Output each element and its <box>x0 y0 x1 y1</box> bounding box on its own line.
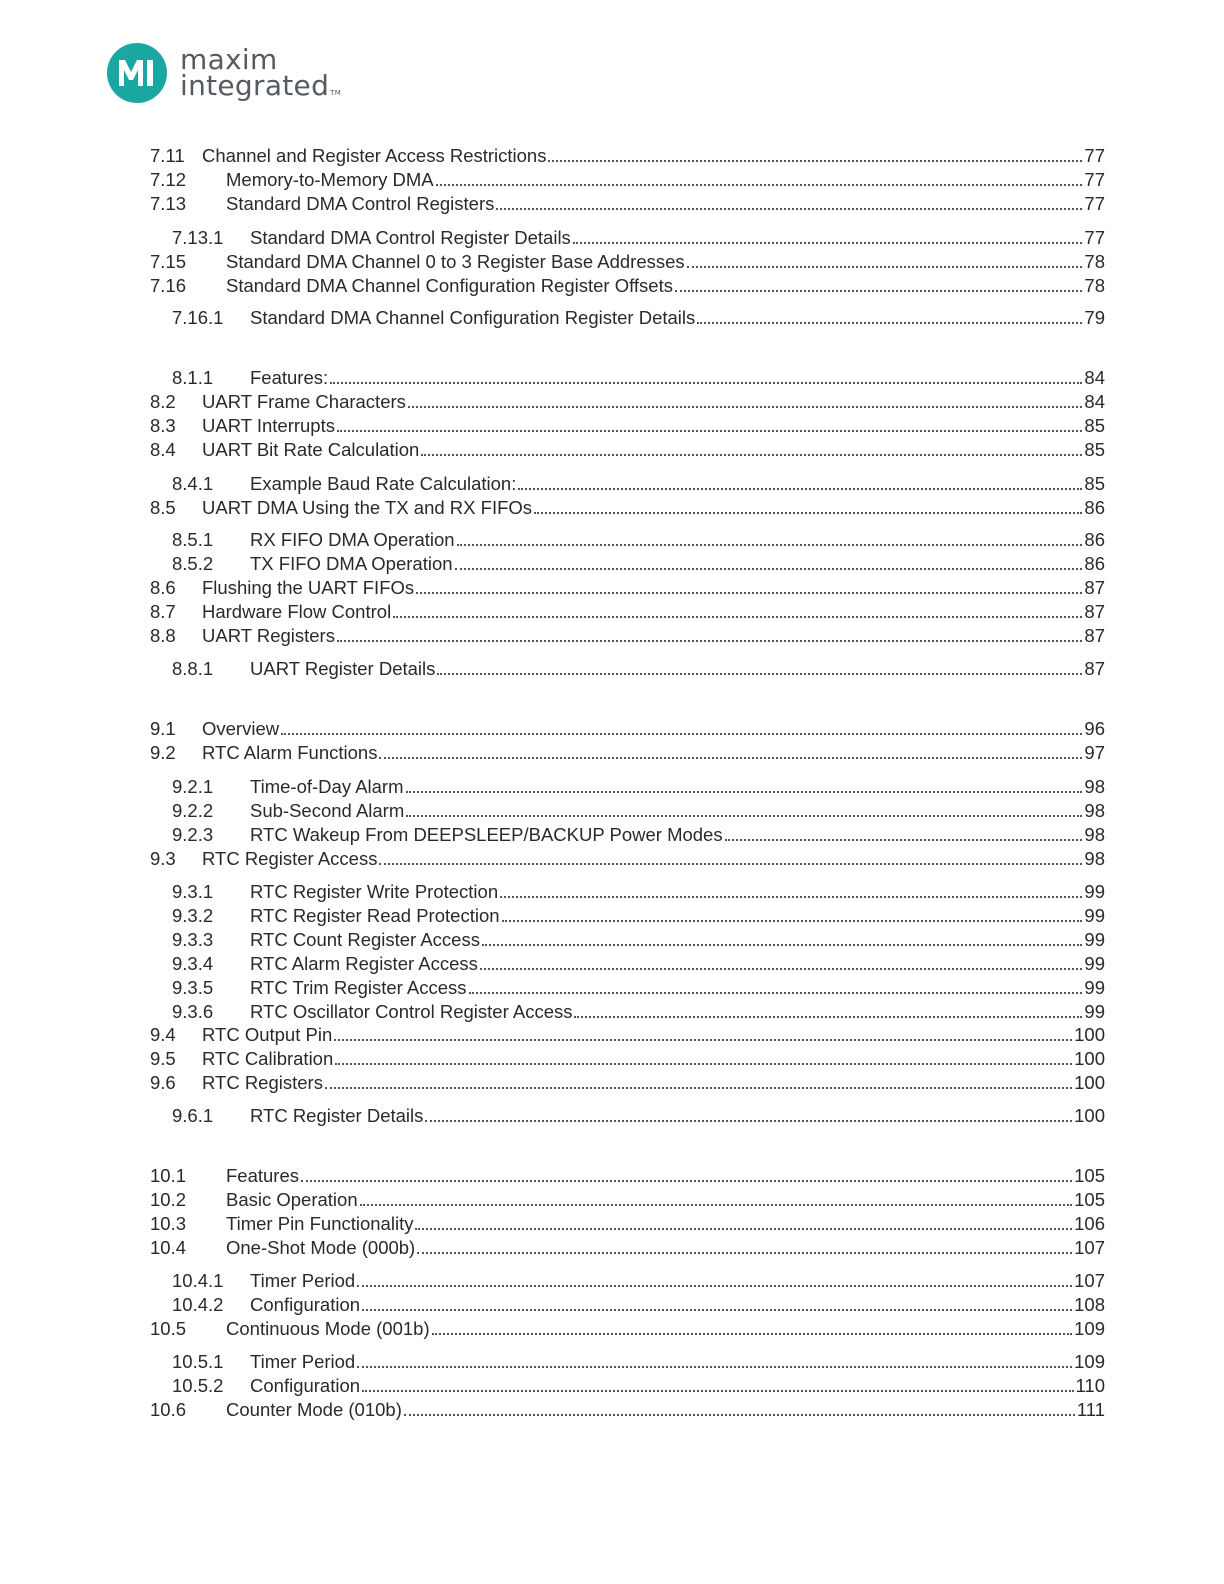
toc-entry-title: UART Registers <box>202 625 335 646</box>
toc-dot-leader <box>437 672 1082 675</box>
toc-entry-page: 100 <box>1074 1105 1105 1126</box>
toc-entry-page: 99 <box>1084 953 1105 974</box>
toc-dot-leader <box>416 591 1082 594</box>
toc-entry[interactable] <box>150 527 1105 551</box>
toc-entry[interactable] <box>150 975 1105 999</box>
toc-entry-title: RTC Trim Register Access <box>250 977 467 998</box>
toc-entry-page: 87 <box>1084 625 1105 646</box>
toc-dot-leader <box>496 207 1082 210</box>
toc-entry[interactable] <box>150 1349 1105 1373</box>
toc-entry-title: UART Bit Rate Calculation <box>202 439 420 460</box>
toc-entry[interactable] <box>150 623 1105 647</box>
toc-entry-title: UART Frame Characters <box>202 391 406 412</box>
toc-entry-page: 98 <box>1084 800 1105 821</box>
toc-dot-leader <box>482 943 1082 946</box>
toc-entry-page: 99 <box>1084 905 1105 926</box>
toc-entry-page: 87 <box>1084 601 1105 622</box>
toc-entry-page: 86 <box>1084 553 1105 574</box>
toc-entry-page: 105 <box>1074 1165 1105 1186</box>
toc-entry[interactable] <box>150 903 1105 927</box>
toc-entry-number: 8.3 <box>150 415 176 436</box>
toc-entry[interactable] <box>150 225 1105 249</box>
toc-entry-number: 10.1 <box>150 1165 187 1186</box>
toc-entry[interactable] <box>150 716 1105 740</box>
toc-entry[interactable] <box>150 1211 1105 1235</box>
toc-dot-leader <box>500 895 1082 898</box>
toc-entry-number: 9.3.5 <box>172 977 214 998</box>
toc-entry-page: 109 <box>1074 1318 1105 1339</box>
toc-entry-number: 9.2.2 <box>172 800 214 821</box>
toc-entry[interactable] <box>150 413 1105 437</box>
toc-entry-number: 9.2.1 <box>172 776 214 797</box>
toc-entry-title: RTC Alarm Register Access <box>250 953 478 974</box>
toc-dot-leader <box>421 453 1082 456</box>
toc-entry-number: 7.16 <box>150 275 187 296</box>
toc-entry-number: 7.12 <box>150 169 187 190</box>
toc-entry-page: 86 <box>1084 529 1105 550</box>
toc-dot-leader <box>379 756 1082 759</box>
toc-entry[interactable] <box>150 822 1105 846</box>
toc-entry-title: RTC Oscillator Control Register Access <box>250 1001 573 1022</box>
toc-entry-title: UART Interrupts <box>202 415 335 436</box>
toc-dot-leader <box>357 1284 1072 1287</box>
toc-dot-leader <box>573 241 1083 244</box>
toc-entry-number: 8.1.1 <box>172 367 214 388</box>
toc-entry-page: 99 <box>1084 1001 1105 1022</box>
toc-entry-title: Overview <box>202 718 280 739</box>
toc-entry[interactable] <box>150 551 1105 575</box>
toc-entry-number: 8.4.1 <box>172 473 214 494</box>
toc-entry[interactable] <box>150 437 1105 461</box>
toc-entry[interactable] <box>150 1187 1105 1211</box>
toc-entry[interactable] <box>150 1070 1105 1094</box>
toc-dot-leader <box>455 567 1083 570</box>
toc-dot-leader <box>697 321 1082 324</box>
toc-entry-number: 10.4.2 <box>172 1294 224 1315</box>
toc-entry-page: 87 <box>1084 577 1105 598</box>
toc-dot-leader <box>425 1119 1072 1122</box>
toc-entry-number: 10.6 <box>150 1399 187 1420</box>
toc-entry-number: 7.13 <box>150 193 187 214</box>
toc-dot-leader <box>406 790 1083 793</box>
toc-entry-page: 79 <box>1084 307 1105 328</box>
toc-dot-leader <box>337 639 1082 642</box>
toc-entry-number: 7.15 <box>150 251 187 272</box>
toc-entry-page: 110 <box>1075 1375 1105 1396</box>
toc-entry-page: 100 <box>1074 1048 1105 1069</box>
toc-entry[interactable] <box>150 740 1105 764</box>
toc-entry[interactable] <box>150 846 1105 870</box>
toc-entry-page: 98 <box>1084 776 1105 797</box>
toc-entry-number: 8.5.2 <box>172 553 214 574</box>
toc-entry-number: 7.11 <box>150 145 185 166</box>
toc-entry-page: 107 <box>1074 1237 1105 1258</box>
toc-entry-title: RTC Alarm Functions <box>202 742 378 763</box>
toc-dot-leader <box>408 405 1083 408</box>
toc-entry[interactable] <box>150 191 1105 215</box>
toc-dot-leader <box>337 429 1082 432</box>
toc-entry[interactable] <box>150 1292 1105 1316</box>
toc-entry-title: Standard DMA Channel Configuration Register Details <box>250 307 696 328</box>
toc-entry[interactable] <box>150 495 1105 519</box>
toc-dot-leader <box>301 1179 1072 1182</box>
toc-entry-page: 111 <box>1076 1399 1105 1420</box>
toc-entry[interactable] <box>150 143 1105 167</box>
toc-dot-leader <box>436 183 1083 186</box>
toc-dot-leader <box>548 159 1082 162</box>
toc-entry-page: 99 <box>1084 977 1105 998</box>
toc-entry-number: 10.5.2 <box>172 1375 224 1396</box>
toc-dot-leader <box>574 1015 1082 1018</box>
toc-entry[interactable] <box>150 927 1105 951</box>
toc-entry-number: 9.3.6 <box>172 1001 214 1022</box>
toc-entry-number: 9.2 <box>150 742 176 763</box>
toc-dot-leader <box>393 615 1082 618</box>
toc-dot-leader <box>469 991 1083 994</box>
toc-entry[interactable] <box>150 1163 1105 1187</box>
toc-entry[interactable] <box>150 1397 1105 1421</box>
toc-entry[interactable] <box>150 1373 1105 1397</box>
maxim-logo-icon <box>106 42 168 104</box>
toc-entry-number: 10.5 <box>150 1318 187 1339</box>
toc-entry-number: 8.6 <box>150 577 176 598</box>
toc-entry-title: Basic Operation <box>226 1189 358 1210</box>
toc-entry-number: 10.4 <box>150 1237 187 1258</box>
toc-entry[interactable] <box>150 879 1105 903</box>
toc-dot-leader <box>725 838 1083 841</box>
toc-entry-title: Counter Mode (010b) <box>226 1399 402 1420</box>
toc-entry-title: RTC Register Access <box>202 848 378 869</box>
toc-entry-title: Features: <box>250 367 329 388</box>
toc-entry-title: Standard DMA Channel Configuration Register Offsets <box>226 275 673 296</box>
toc-dot-leader <box>432 1332 1072 1335</box>
toc-entry-number: 9.3.3 <box>172 929 214 950</box>
toc-entry-page: 77 <box>1084 169 1105 190</box>
maxim-integrated-logo <box>106 42 346 106</box>
toc-entry-page: 109 <box>1074 1351 1105 1372</box>
toc-entry-page: 84 <box>1084 391 1105 412</box>
toc-dot-leader <box>404 1413 1075 1416</box>
toc-entry-title: UART Register Details <box>250 658 436 679</box>
toc-entry[interactable] <box>150 249 1105 273</box>
toc-dot-leader <box>362 1389 1073 1392</box>
toc-entry-number: 8.5.1 <box>172 529 214 550</box>
toc-entry-page: 78 <box>1084 251 1105 272</box>
toc-entry-page: 99 <box>1084 881 1105 902</box>
toc-entry-title: RTC Count Register Access <box>250 929 480 950</box>
toc-entry-number: 10.3 <box>150 1213 187 1234</box>
toc-entry-number: 9.3 <box>150 848 176 869</box>
toc-entry-title: TX FIFO DMA Operation <box>250 553 453 574</box>
toc-entry-number: 9.4 <box>150 1024 176 1045</box>
toc-entry[interactable] <box>150 389 1105 413</box>
toc-dot-leader <box>687 265 1083 268</box>
toc-dot-leader <box>360 1203 1073 1206</box>
toc-dot-leader <box>480 967 1083 970</box>
toc-entry-page: 98 <box>1084 848 1105 869</box>
toc-entry-page: 98 <box>1084 824 1105 845</box>
toc-dot-leader <box>534 511 1082 514</box>
toc-entry-page: 77 <box>1084 193 1105 214</box>
toc-dot-leader <box>379 862 1082 865</box>
toc-entry-title: One-Shot Mode (000b) <box>226 1237 416 1258</box>
toc-dot-leader <box>330 381 1082 384</box>
toc-entry-title: Standard DMA Control Register Details <box>250 227 571 248</box>
toc-entry[interactable] <box>150 1103 1105 1127</box>
toc-entry-number: 10.2 <box>150 1189 187 1210</box>
toc-entry[interactable] <box>150 305 1105 329</box>
toc-entry[interactable] <box>150 167 1105 191</box>
toc-entry[interactable] <box>150 1268 1105 1292</box>
toc-entry-page: 100 <box>1074 1072 1105 1093</box>
toc-entry-number: 8.7 <box>150 601 176 622</box>
toc-dot-leader <box>357 1365 1072 1368</box>
toc-entry[interactable] <box>150 1235 1105 1259</box>
toc-entry-title: Timer Period <box>250 1351 356 1372</box>
toc-entry-page: 77 <box>1084 145 1105 166</box>
toc-dot-leader <box>335 1062 1072 1065</box>
toc-entry-page: 85 <box>1084 473 1105 494</box>
toc-entry[interactable] <box>150 774 1105 798</box>
toc-entry-page: 106 <box>1074 1213 1105 1234</box>
toc-entry[interactable] <box>150 599 1105 623</box>
toc-entry-number: 8.8.1 <box>172 658 214 679</box>
toc-entry-number: 9.6 <box>150 1072 176 1093</box>
toc-entry-title: Standard DMA Control Registers <box>226 193 495 214</box>
logo-word-maxim: maxim <box>180 43 278 76</box>
toc-entry-page: 100 <box>1074 1024 1105 1045</box>
toc-entry-number: 8.8 <box>150 625 176 646</box>
toc-entry[interactable] <box>150 951 1105 975</box>
toc-entry-number: 10.4.1 <box>172 1270 224 1291</box>
toc-entry-title: Channel and Register Access Restrictions <box>202 145 547 166</box>
toc-entry-page: 84 <box>1084 367 1105 388</box>
toc-entry-page: 77 <box>1084 227 1105 248</box>
toc-entry[interactable] <box>150 999 1105 1023</box>
toc-entry[interactable] <box>150 365 1105 389</box>
toc-entry-number: 8.2 <box>150 391 176 412</box>
toc-entry-number: 8.5 <box>150 497 176 518</box>
toc-entry-title: Timer Pin Functionality <box>226 1213 414 1234</box>
toc-entry-title: Features <box>226 1165 300 1186</box>
toc-entry-number: 10.5.1 <box>172 1351 224 1372</box>
toc-dot-leader <box>518 487 1082 490</box>
toc-entry-title: RTC Register Write Protection <box>250 881 499 902</box>
toc-entry-page: 96 <box>1084 718 1105 739</box>
toc-entry[interactable] <box>150 575 1105 599</box>
toc-entry-number: 9.6.1 <box>172 1105 214 1126</box>
toc-entry-title: Timer Period <box>250 1270 356 1291</box>
toc-dot-leader <box>325 1086 1072 1089</box>
toc-entry-title: RTC Registers <box>202 1072 323 1093</box>
toc-entry-title: RTC Register Read Protection <box>250 905 500 926</box>
toc-dot-leader <box>502 919 1083 922</box>
toc-entry-title: Sub-Second Alarm <box>250 800 405 821</box>
toc-entry-title: Hardware Flow Control <box>202 601 392 622</box>
toc-entry-number: 7.13.1 <box>172 227 224 248</box>
toc-entry[interactable] <box>150 1316 1105 1340</box>
toc-entry-title: RTC Register Details <box>250 1105 424 1126</box>
toc-entry-title: Configuration <box>250 1294 361 1315</box>
toc-entry-page: 99 <box>1084 929 1105 950</box>
toc-entry-number: 9.1 <box>150 718 176 739</box>
toc-entry[interactable] <box>150 1046 1105 1070</box>
toc-entry-title: RX FIFO DMA Operation <box>250 529 455 550</box>
toc-entry-page: 108 <box>1074 1294 1105 1315</box>
toc-entry-title: Configuration <box>250 1375 361 1396</box>
toc-entry-title: UART DMA Using the TX and RX FIFOs <box>202 497 533 518</box>
toc-entry-number: 8.4 <box>150 439 176 460</box>
toc-dot-leader <box>675 289 1082 292</box>
toc-entry[interactable] <box>150 471 1105 495</box>
toc-entry-number: 9.5 <box>150 1048 176 1069</box>
toc-dot-leader <box>415 1227 1072 1230</box>
toc-entry[interactable] <box>150 798 1105 822</box>
toc-entry-page: 85 <box>1084 439 1105 460</box>
toc-entry[interactable] <box>150 273 1105 297</box>
toc-entry-number: 9.3.4 <box>172 953 214 974</box>
toc-entry-page: 97 <box>1084 742 1105 763</box>
toc-entry-number: 9.2.3 <box>172 824 214 845</box>
logo-word-integrated-text: integrated <box>180 69 330 102</box>
toc-entry-page: 107 <box>1074 1270 1105 1291</box>
toc-entry-title: Standard DMA Channel 0 to 3 Register Base Addresses <box>226 251 685 272</box>
toc-entry-page: 78 <box>1084 275 1105 296</box>
toc-entry-page: 86 <box>1084 497 1105 518</box>
toc-entry-page: 105 <box>1074 1189 1105 1210</box>
toc-dot-leader <box>406 814 1082 817</box>
toc-entry-number: 9.3.2 <box>172 905 214 926</box>
toc-dot-leader <box>281 732 1082 735</box>
toc-entry-title: RTC Wakeup From DEEPSLEEP/BACKUP Power Modes <box>250 824 723 845</box>
toc-entry-title: Memory-to-Memory DMA <box>226 169 434 190</box>
toc-dot-leader <box>457 543 1083 546</box>
toc-entry-title: Flushing the UART FIFOs <box>202 577 415 598</box>
toc-entry[interactable] <box>150 1022 1105 1046</box>
toc-entry-title: RTC Calibration <box>202 1048 334 1069</box>
toc-entry-title: RTC Output Pin <box>202 1024 333 1045</box>
toc-entry-title: Example Baud Rate Calculation: <box>250 473 517 494</box>
toc-entry-title: Time-of-Day Alarm <box>250 776 404 797</box>
toc-dot-leader <box>334 1038 1072 1041</box>
toc-entry[interactable] <box>150 656 1105 680</box>
toc-entry-number: 7.16.1 <box>172 307 224 328</box>
toc-entry-page: 85 <box>1084 415 1105 436</box>
logo-trademark: TM <box>330 89 342 97</box>
logo-word-integrated <box>180 69 342 102</box>
toc-entry-number: 9.3.1 <box>172 881 214 902</box>
toc-entry-title: Continuous Mode (001b) <box>226 1318 430 1339</box>
toc-entry-page: 87 <box>1084 658 1105 679</box>
toc-dot-leader <box>417 1251 1072 1254</box>
toc-dot-leader <box>362 1308 1072 1311</box>
